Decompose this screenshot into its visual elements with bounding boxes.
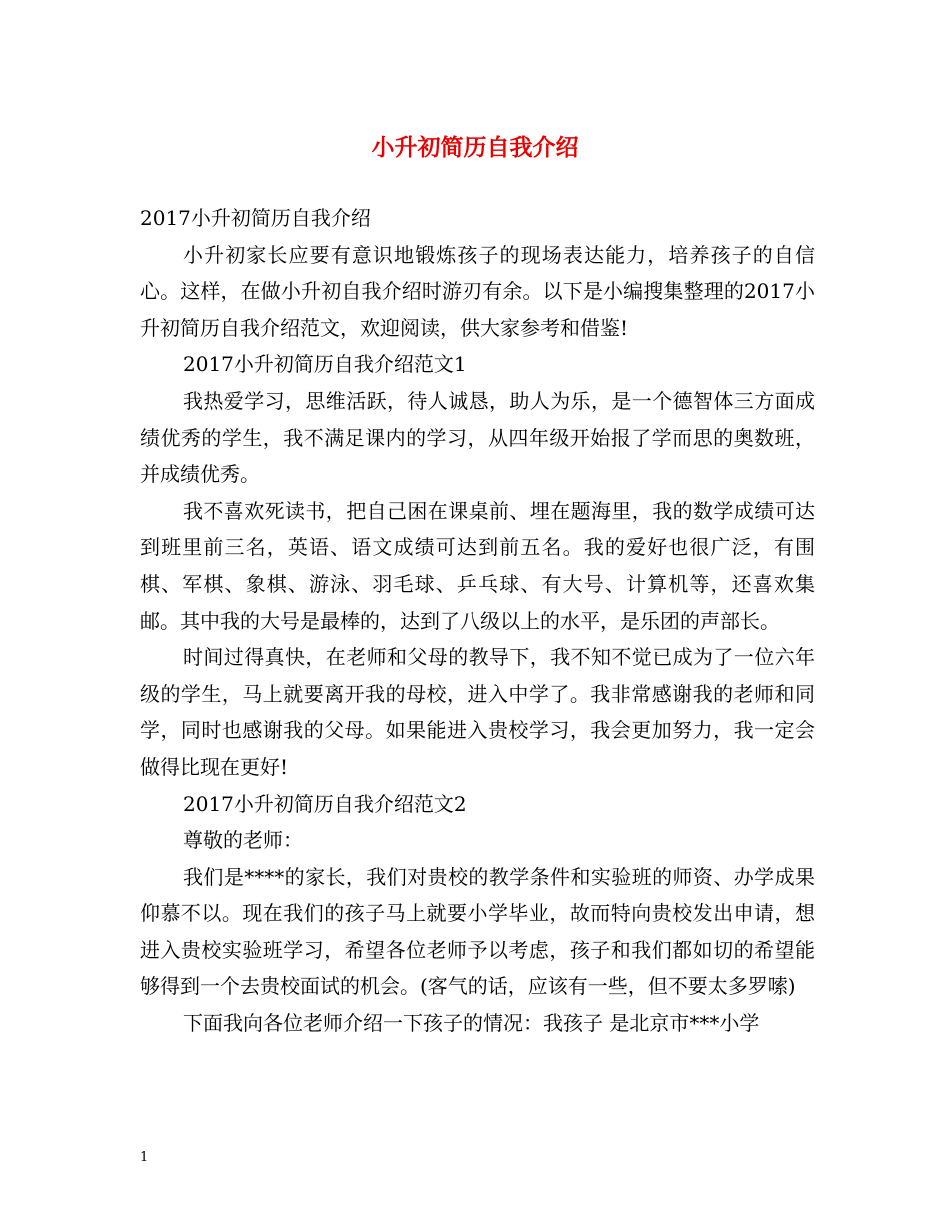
paragraph: 小升初家长应要有意识地锻炼孩子的现场表达能力，培养孩子的自信心。这样，在做小升初自我介绍时游刃有余。以下是小编搜集整理的2017小升初简历自我介绍范文，欢迎阅读，供大家参考和借鉴! bbox=[140, 242, 815, 340]
paragraph: 我热爱学习，思维活跃，待人诚恳，助人为乐，是一个德智体三方面成绩优秀的学生，我不满足课内的学习，从四年级开始报了学而思的奥数班，并成绩优秀。 bbox=[140, 388, 815, 487]
paragraph: 我不喜欢死读书，把自己困在课桌前、埋在题海里，我的数学成绩可达到班里前三名，英语、语文成绩可达到前五名。我的爱好也很广泛，有围棋、军棋、象棋、游泳、羽毛球、乒乓球、有大号、计算机等，还喜欢集邮。其中我的大号是最棒的，达到了八级以上的水平，是乐团的声部长。 bbox=[140, 498, 815, 633]
paragraph: 下面我向各位老师介绍一下孩子的情况：我孩子 是北京市***小学 bbox=[183, 1011, 760, 1036]
page-number: 1 bbox=[140, 1150, 149, 1165]
paragraph-heading: 2017小升初简历自我介绍 bbox=[140, 206, 371, 230]
salutation: 尊敬的老师： bbox=[183, 828, 303, 853]
section-heading: 2017小升初简历自我介绍范文1 bbox=[183, 352, 467, 377]
document-title: 小升初简历自我介绍 bbox=[371, 134, 579, 161]
document-body bbox=[140, 200, 815, 1042]
paragraph: 时间过得真快，在老师和父母的教导下，我不知不觉已成为了一位六年级的学生，马上就要离开我的母校，进入中学了。我非常感谢我的老师和同学，同时也感谢我的父母。如果能进入贵校学习，我会更加努力，我一定会做得比现在更好! bbox=[140, 645, 815, 779]
section-heading: 2017小升初简历自我介绍范文2 bbox=[183, 791, 467, 816]
paragraph: 我们是****的家长，我们对贵校的教学条件和实验班的师资、办学成果仰慕不以。现在我们的孩子马上就要小学毕业，故而特向贵校发出申请，想进入贵校实验班学习，希望各位老师予以考虑，孩子和我们都如切的希望能够得到一个去贵校面试的机会。(客气的话，应该有一些，但不要太多罗嗦) bbox=[140, 864, 815, 999]
